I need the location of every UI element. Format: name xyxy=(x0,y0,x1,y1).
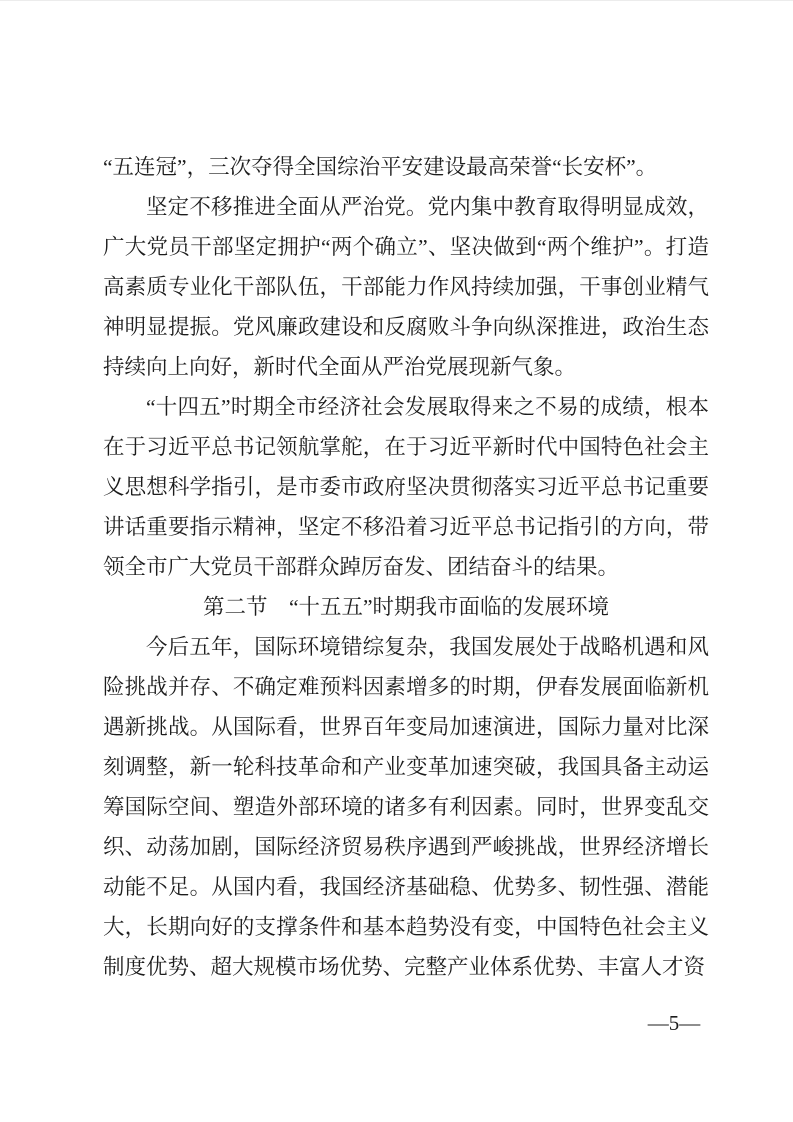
page-number: —5— xyxy=(647,1011,701,1035)
paragraph-continuation: “五连冠”，三次夺得全国综治平安建设最高荣誉“长安杯”。 xyxy=(103,155,658,179)
section-title: “十五五”时期我市面临的发展环境 xyxy=(288,595,610,619)
document-body xyxy=(103,147,709,987)
paragraph-party-governance: 坚定不移推进全面从严治党。党内集中教育取得明显成效，广大党员干部坚定拥护“两个确立”、坚决做到“两个维护”。打造高素质专业化干部队伍，干部能力作风持续加强，干事创业精气神明显提振。党风廉政建设和反腐败斗争向纵深推进，政治生态持续向上向好，新时代全面从严治党展现新气象。 xyxy=(103,195,709,379)
paragraph-development-environment: 今后五年，国际环境错综复杂，我国发展处于战略机遇和风险挑战并存、不确定难预料因素增多的时期，伊春发展面临新机遇新挑战。从国际看，世界百年变局加速演进，国际力量对比深刻调整，新一轮科技革命和产业变革加速突破，我国具备主动运筹国际空间、塑造外部环境的诸多有利因素。同时，世界变乱交织、动荡加剧，国际经济贸易秩序遇到严峻挑战，世界经济增长动能不足。从国内看，我国经济基础稳、优势多、韧性强、潜能大，长期向好的支撑条件和基本趋势没有变，中国特色社会主义制度优势、超大规模市场优势、完整产业体系优势、丰富人才资 xyxy=(103,635,709,979)
section-number: 第二节 xyxy=(202,595,268,619)
section-heading xyxy=(103,587,709,627)
paragraph-14th-five-year-achievements: “十四五”时期全市经济社会发展取得来之不易的成绩，根本在于习近平总书记领航掌舵，在于习近平新时代中国特色社会主义思想科学指引，是市委市政府坚决贯彻落实习近平总书记重要讲话重要指示精神，坚定不移沿着习近平总书记指引的方向，带领全市广大党员干部群众踔厉奋发、团结奋斗的结果。 xyxy=(103,395,709,579)
